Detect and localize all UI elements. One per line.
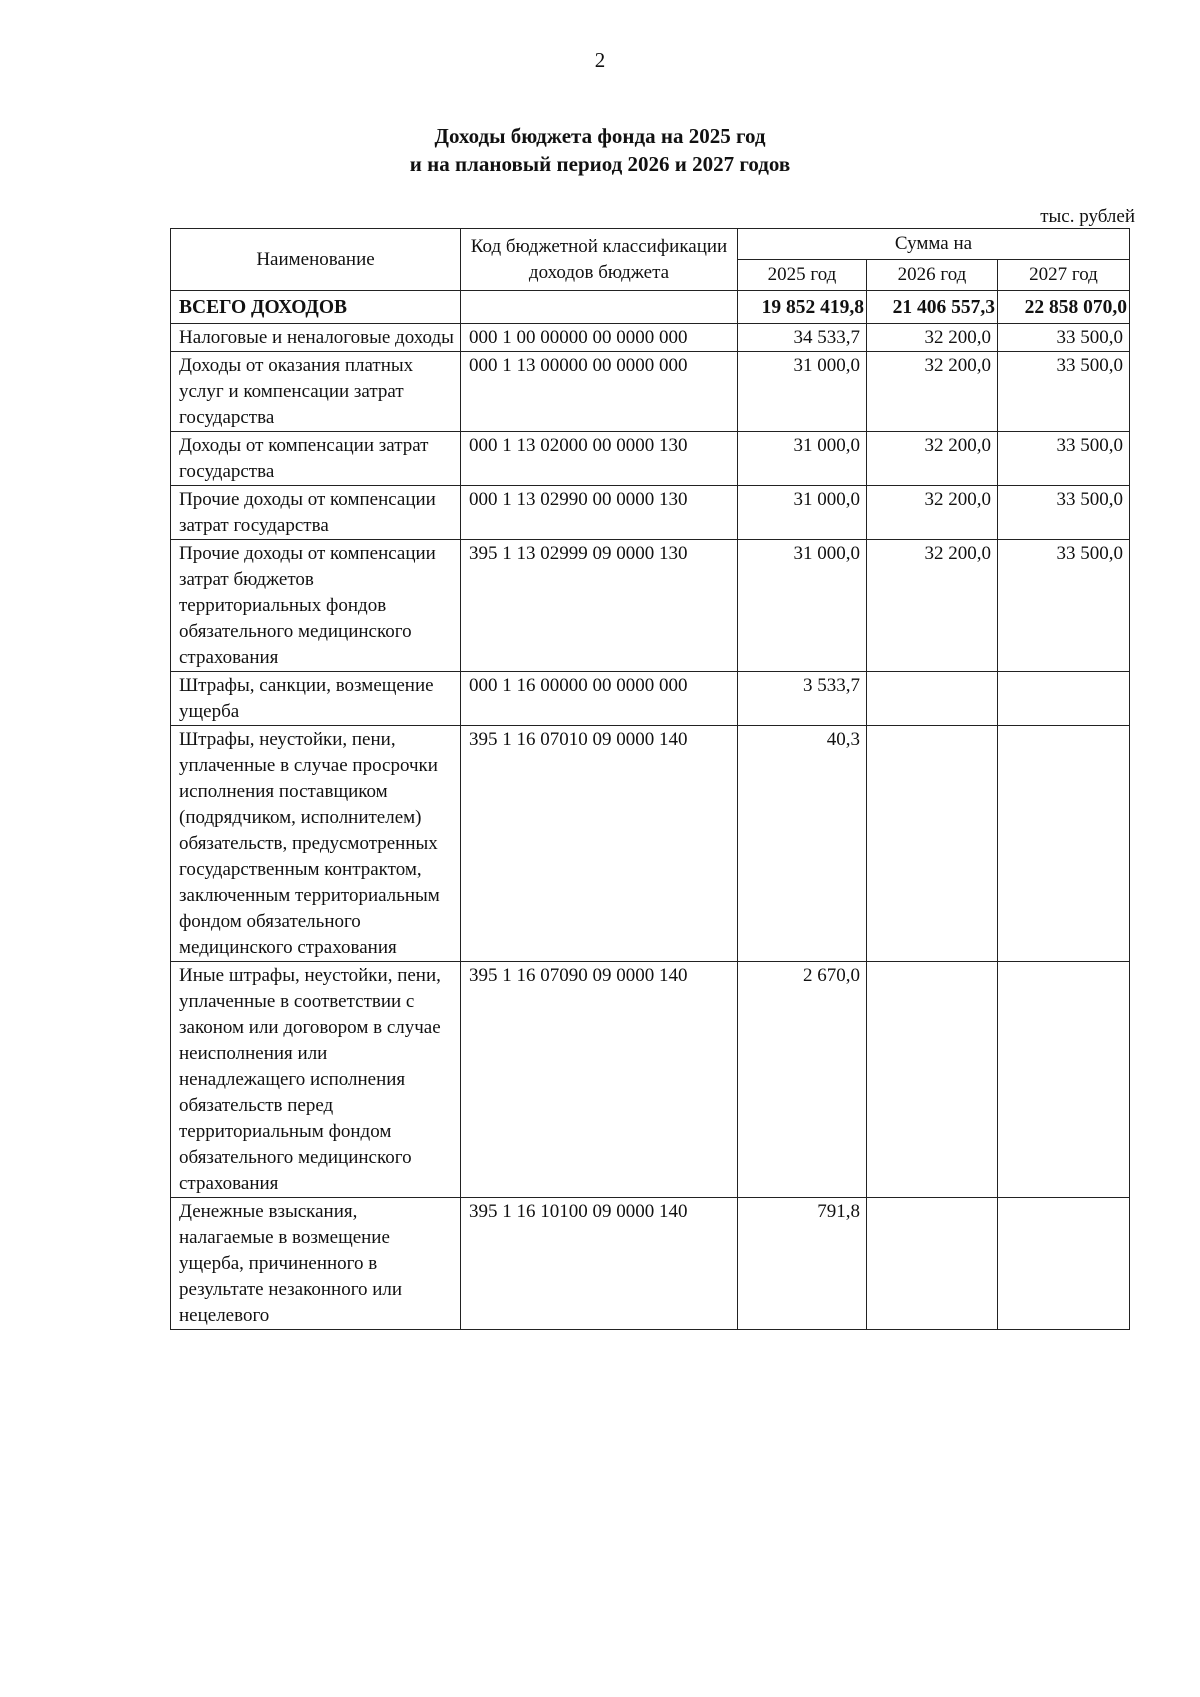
row-value-2026: 32 200,0 bbox=[867, 324, 998, 352]
row-value-2025: 34 533,7 bbox=[738, 324, 867, 352]
table-row bbox=[171, 352, 1130, 432]
row-name: Налоговые и неналоговые доходы bbox=[171, 324, 461, 352]
table-row bbox=[171, 962, 1130, 1198]
row-code: 395 1 16 07010 09 0000 140 bbox=[461, 726, 738, 962]
row-name: Штрафы, санкции, возмещение ущерба bbox=[171, 672, 461, 726]
table-row bbox=[171, 540, 1130, 672]
header-row-1 bbox=[171, 229, 1130, 260]
table-row bbox=[171, 672, 1130, 726]
row-value-2026: 32 200,0 bbox=[867, 352, 998, 432]
header-year-2027: 2027 год bbox=[998, 260, 1130, 291]
row-value-2027 bbox=[998, 962, 1130, 1198]
row-value-2025: 31 000,0 bbox=[738, 540, 867, 672]
row-value-2025: 2 670,0 bbox=[738, 962, 867, 1198]
row-value-2027 bbox=[998, 672, 1130, 726]
header-code: Код бюджетной классификации доходов бюджета bbox=[461, 229, 738, 291]
total-row bbox=[171, 291, 1130, 324]
header-sum: Сумма на bbox=[738, 229, 1130, 260]
table-body bbox=[171, 291, 1130, 1330]
row-value-2025: 791,8 bbox=[738, 1198, 867, 1330]
row-value-2025: 40,3 bbox=[738, 726, 867, 962]
row-code: 000 1 13 02990 00 0000 130 bbox=[461, 486, 738, 540]
row-name: Прочие доходы от компенсации затрат государства bbox=[171, 486, 461, 540]
header-name: Наименование bbox=[171, 229, 461, 291]
row-code: 000 1 13 00000 00 0000 000 bbox=[461, 352, 738, 432]
table-row bbox=[171, 324, 1130, 352]
table-header bbox=[171, 229, 1130, 291]
total-code bbox=[461, 291, 738, 324]
table-row bbox=[171, 726, 1130, 962]
row-code: 395 1 13 02999 09 0000 130 bbox=[461, 540, 738, 672]
row-value-2027 bbox=[998, 1198, 1130, 1330]
row-value-2026: 32 200,0 bbox=[867, 540, 998, 672]
title-line-1: Доходы бюджета фонда на 2025 год bbox=[434, 124, 766, 148]
page-number: 2 bbox=[594, 48, 606, 72]
row-value-2027: 33 500,0 bbox=[998, 324, 1130, 352]
budget-income-table bbox=[170, 228, 1130, 1330]
row-value-2025: 3 533,7 bbox=[738, 672, 867, 726]
document-title bbox=[0, 122, 1200, 178]
total-2027: 22 858 070,0 bbox=[998, 291, 1130, 324]
row-code: 395 1 16 10100 09 0000 140 bbox=[461, 1198, 738, 1330]
row-name: Прочие доходы от компенсации затрат бюджетов территориальных фондов обязательного медицинского страхования bbox=[171, 540, 461, 672]
table-row bbox=[171, 1198, 1130, 1330]
row-value-2026 bbox=[867, 672, 998, 726]
row-value-2027: 33 500,0 bbox=[998, 352, 1130, 432]
header-year-2026: 2026 год bbox=[867, 260, 998, 291]
row-value-2026: 32 200,0 bbox=[867, 432, 998, 486]
row-value-2027: 33 500,0 bbox=[998, 540, 1130, 672]
table-row bbox=[171, 486, 1130, 540]
row-code: 000 1 13 02000 00 0000 130 bbox=[461, 432, 738, 486]
row-code: 000 1 16 00000 00 0000 000 bbox=[461, 672, 738, 726]
row-value-2025: 31 000,0 bbox=[738, 352, 867, 432]
row-value-2027 bbox=[998, 726, 1130, 962]
row-value-2026 bbox=[867, 1198, 998, 1330]
table-row bbox=[171, 432, 1130, 486]
row-name: Денежные взыскания, налагаемые в возмещение ущерба, причиненного в результате незаконного или нецелевого bbox=[171, 1198, 461, 1330]
header-year-2025: 2025 год bbox=[738, 260, 867, 291]
row-name: Иные штрафы, неустойки, пени, уплаченные в соответствии с законом или договором в случае неисполнения или ненадлежащего исполнения обязательств перед территориальным фондом обязательного медицинского страхования bbox=[171, 962, 461, 1198]
row-value-2026 bbox=[867, 726, 998, 962]
row-name: Доходы от оказания платных услуг и компенсации затрат государства bbox=[171, 352, 461, 432]
row-name: Штрафы, неустойки, пени, уплаченные в случае просрочки исполнения поставщиком (подрядчиком, исполнителем) обязательств, предусмотренных государственным контрактом, заключенным территориальным фондом обязательного медицинского страхования bbox=[171, 726, 461, 962]
row-value-2026 bbox=[867, 962, 998, 1198]
row-value-2025: 31 000,0 bbox=[738, 486, 867, 540]
total-name: ВСЕГО ДОХОДОВ bbox=[171, 291, 461, 324]
row-value-2027: 33 500,0 bbox=[998, 486, 1130, 540]
row-value-2025: 31 000,0 bbox=[738, 432, 867, 486]
row-code: 000 1 00 00000 00 0000 000 bbox=[461, 324, 738, 352]
title-line-2: и на плановый период 2026 и 2027 годов bbox=[409, 152, 791, 176]
row-value-2026: 32 200,0 bbox=[867, 486, 998, 540]
total-2025: 19 852 419,8 bbox=[738, 291, 867, 324]
row-name: Доходы от компенсации затрат государства bbox=[171, 432, 461, 486]
row-code: 395 1 16 07090 09 0000 140 bbox=[461, 962, 738, 1198]
row-value-2027: 33 500,0 bbox=[998, 432, 1130, 486]
units-label: тыс. рублей bbox=[1040, 206, 1135, 227]
total-2026: 21 406 557,3 bbox=[867, 291, 998, 324]
